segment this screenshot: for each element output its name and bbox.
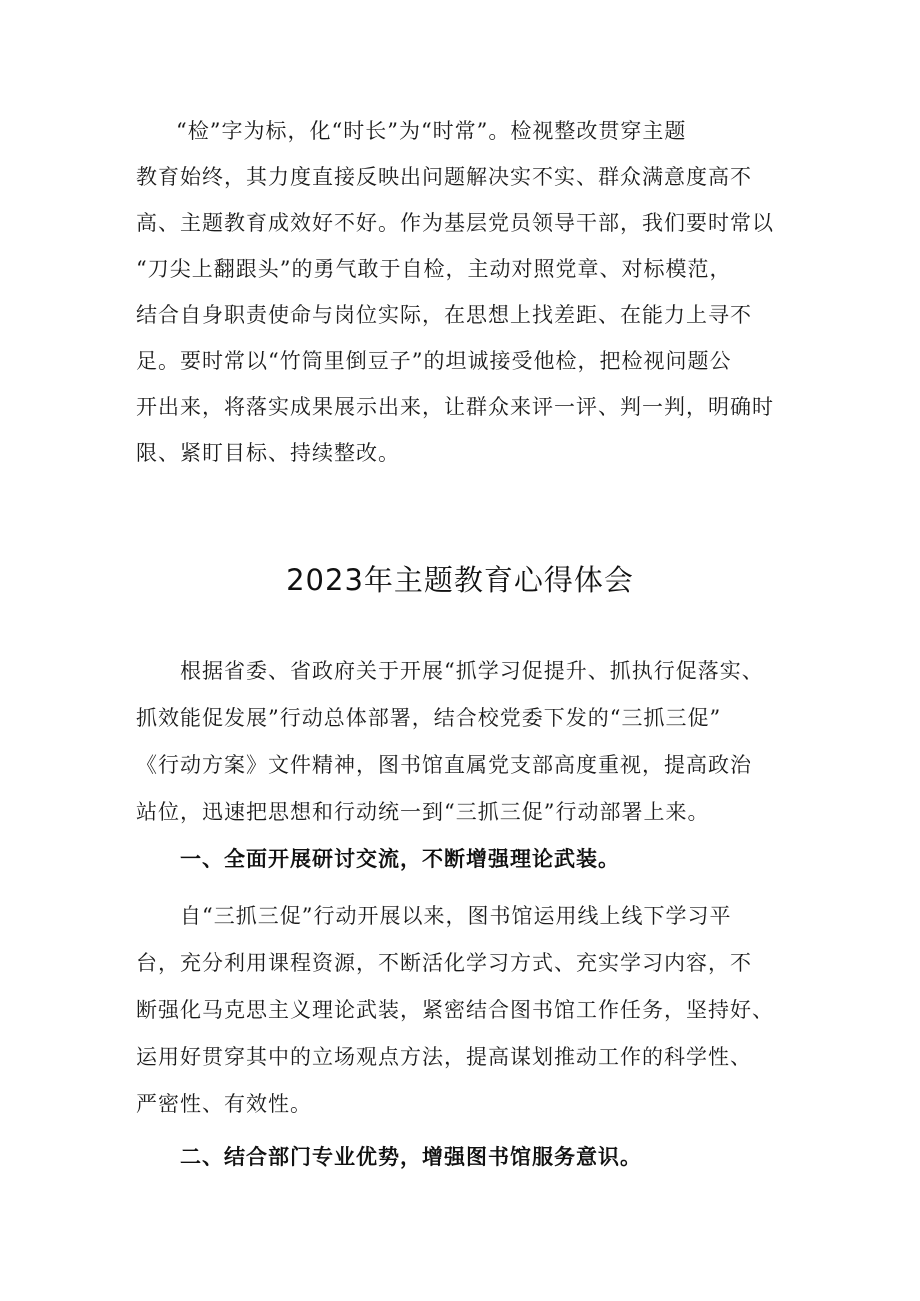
paragraph-line: 开出来，将落实成果展示出来，让群众来评一评、判一判，明确时 xyxy=(136,395,774,419)
paragraph-line: 断强化马克思主义理论武装，紧密结合图书馆工作任务，坚持好、 xyxy=(136,998,774,1022)
document-title: 2023年主题教育心得体会 xyxy=(286,563,634,597)
paragraph-line: 根据省委、省政府关于开展“抓学习促提升、抓执行促落实、 xyxy=(180,659,764,683)
paragraph-line: 自“三抓三促”行动开展以来，图书馆运用线上线下学习平 xyxy=(180,904,732,928)
paragraph-line: 限、紧盯目标、持续整改。 xyxy=(136,441,400,465)
paragraph-line: 运用好贯穿其中的立场观点方法，提高谋划推动工作的科学性、 xyxy=(136,1045,752,1069)
paragraph-line: 《行动方案》文件精神，图书馆直属党支部高度重视，提高政治 xyxy=(136,753,752,777)
paragraph-line: 足。要时常以“竹筒里倒豆子”的坦诚接受他检，把检视问题公 xyxy=(136,349,732,373)
paragraph-line: 结合自身职责使命与岗位实际，在思想上找差距、在能力上寻不 xyxy=(136,303,752,327)
paragraph-line: 严密性、有效性。 xyxy=(136,1092,312,1116)
paragraph-line: 台，充分利用课程资源，不断活化学习方式、充实学习内容，不 xyxy=(136,951,752,975)
paragraph-line: “刀尖上翻跟头”的勇气敢于自检，主动对照党章、对标模范， xyxy=(136,257,732,281)
paragraph-line: “检”字为标，化“时长”为“时常”。检视整改贯穿主题 xyxy=(176,119,687,143)
section-heading: 二、结合部门专业优势，增强图书馆服务意识。 xyxy=(180,1145,642,1169)
section-heading: 一、全面开展研讨交流，不断增强理论武装。 xyxy=(180,847,620,871)
paragraph-line: 站位，迅速把思想和行动统一到“三抓三促”行动部署上来。 xyxy=(136,800,710,824)
paragraph-line: 抓效能促发展”行动总体部署，结合校党委下发的“三抓三促” xyxy=(136,706,722,730)
paragraph-line: 教育始终，其力度直接反映出问题解决实不实、群众满意度高不 xyxy=(136,165,752,189)
paragraph-line: 高、主题教育成效好不好。作为基层党员领导干部，我们要时常以 xyxy=(136,211,774,235)
